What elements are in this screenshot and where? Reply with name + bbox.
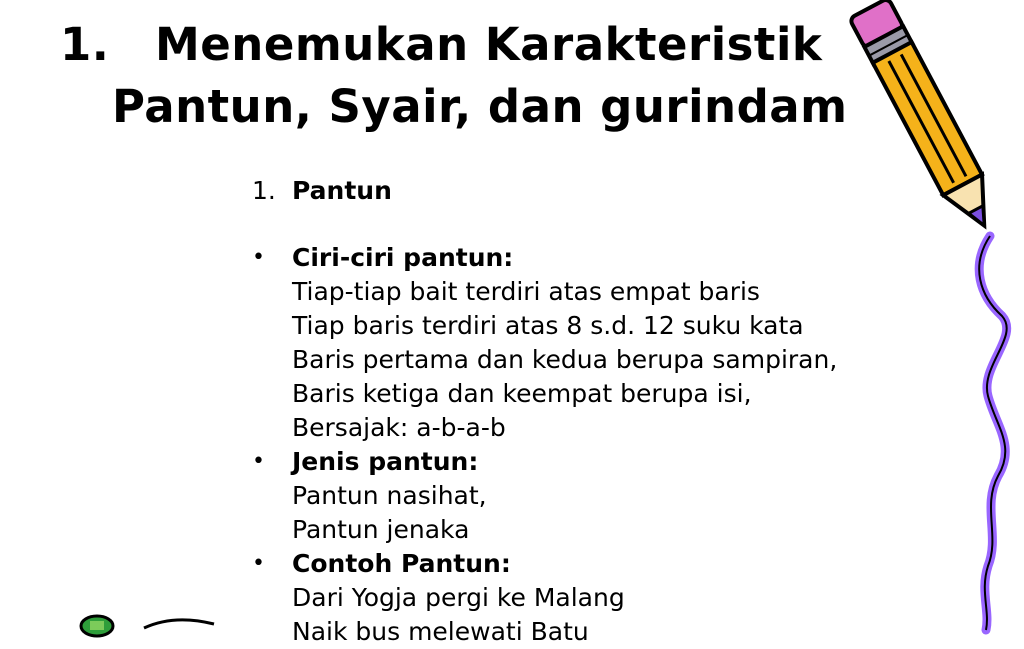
list-item — [252, 513, 892, 547]
section-title: Pantun — [292, 176, 392, 205]
list-item-text: Tiap-tiap bait terdiri atas empat baris — [292, 277, 760, 306]
list-item — [252, 309, 892, 343]
section-number: 1. — [252, 176, 276, 205]
list-item — [252, 377, 892, 411]
list-item — [252, 275, 892, 309]
list-item — [252, 581, 892, 615]
bullet-label: Contoh Pantun: — [292, 549, 511, 578]
bullet-heading — [252, 445, 892, 479]
list-item-text: Tiap baris terdiri atas 8 s.d. 12 suku kata — [292, 311, 804, 340]
spacer — [252, 208, 892, 241]
list-item-text: Pantun jenaka — [292, 515, 470, 544]
pencil-icon — [852, 0, 1002, 240]
bullet-icon: • — [252, 551, 265, 576]
list-item-text: Pantun nasihat, — [292, 481, 487, 510]
section-heading — [252, 174, 892, 208]
bullet-heading — [252, 241, 892, 275]
list-item — [252, 479, 892, 513]
list-item — [252, 615, 892, 649]
list-item-text: Bersajak: a-b-a-b — [292, 413, 506, 442]
list-item — [252, 411, 892, 445]
list-item-text: Naik bus melewati Batu — [292, 617, 589, 646]
list-item-text: Baris pertama dan kedua berupa sampiran, — [292, 345, 838, 374]
slide-title-line-1 — [60, 18, 822, 72]
clipart-decoration — [74, 612, 224, 630]
wavy-line-decoration — [960, 236, 1024, 630]
bullet-label: Ciri-ciri pantun: — [292, 243, 514, 272]
slide-body — [252, 174, 892, 649]
list-item — [252, 343, 892, 377]
list-item-text: Baris ketiga dan keempat berupa isi, — [292, 379, 752, 408]
title-number: 1. — [60, 18, 110, 71]
bullet-heading — [252, 547, 892, 581]
bullet-icon: • — [252, 245, 265, 270]
slide-title-line-2: Pantun, Syair, dan gurindam — [112, 80, 848, 133]
title-text-1: Menemukan Karakteristik — [155, 18, 823, 71]
list-item-text: Dari Yogja pergi ke Malang — [292, 583, 625, 612]
bullet-label: Jenis pantun: — [292, 447, 479, 476]
bullet-icon: • — [252, 449, 265, 474]
